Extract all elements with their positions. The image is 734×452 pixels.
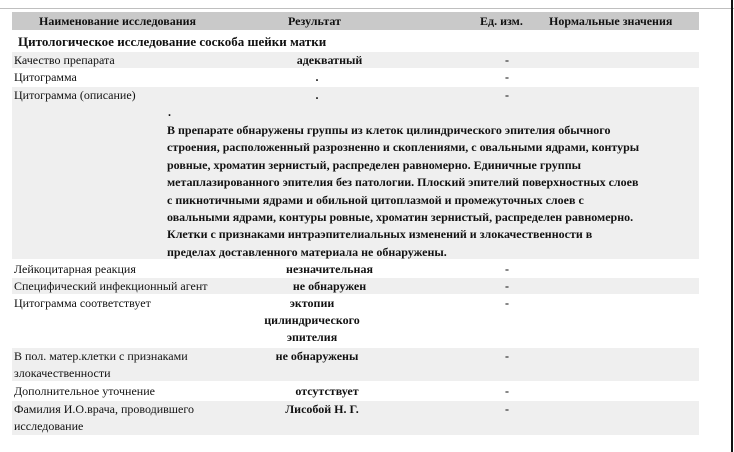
row-unit: - [505, 349, 509, 363]
table-header [12, 12, 699, 30]
section-title: Цитологическое исследование соскоба шейки матки [18, 34, 327, 49]
row-name: Дополнительное уточнение [14, 384, 155, 398]
row-name: Лейкоцитарная реакция [14, 262, 136, 276]
description-line: с пикнотичными ядрами и обильной цитоплазмой и промежуточных слоев с [167, 192, 584, 207]
description-line: овальными ядрами, контуры ровные, хроматин зернистый, распределен равномерно. [167, 210, 634, 225]
table-row [12, 295, 699, 346]
row-name-line: В пол. матер.клетки с признаками [14, 349, 188, 363]
row-result: отсутствует [295, 384, 359, 398]
row-unit: - [505, 296, 509, 310]
row-name-line: Фамилия И.О.врача, проводившего [14, 402, 194, 416]
row-result: не обнаружен [292, 279, 367, 293]
row-name: Цитограмма (описание) [14, 88, 136, 102]
row-name-line: исследование [14, 419, 84, 433]
description-line: В препарате обнаружены группы из клеток цилиндрического эпителия обычного [167, 123, 611, 137]
table-row [12, 261, 699, 277]
description-line: метаплазированного эпителия без патологии. Плоский эпителий поверхностных слоев [167, 175, 639, 190]
row-unit: - [505, 88, 509, 102]
header-result: Результат [288, 14, 342, 28]
row-unit: - [505, 262, 509, 276]
description-line: ровные, хроматин зернистый, распределен равномерно. Единичные группы [167, 157, 581, 172]
row-name: Специфический инфекционный агент [14, 279, 208, 293]
row-name-line: злокачественности [14, 366, 111, 380]
row-result: . [315, 70, 319, 84]
row-result: Лисобой Н. Г. [285, 402, 359, 416]
row-unit: - [505, 279, 509, 293]
row-name: Качество препарата [14, 53, 115, 67]
row-name: Цитограмма соответствует [14, 296, 151, 310]
header-unit: Ед. изм. [480, 14, 523, 28]
row-result-line: эпителия [286, 330, 338, 344]
table-row [12, 348, 699, 381]
table-row [12, 69, 699, 85]
description-dot: . [168, 105, 171, 119]
row-name: Цитограмма [14, 70, 77, 84]
header-normal: Нормальные значения [549, 14, 673, 28]
table-row [12, 278, 699, 294]
row-result-line: эктопии [289, 296, 335, 310]
header-name: Наименование исследования [39, 14, 197, 28]
table-row [12, 401, 699, 435]
description-line: строения, расположенный разрозненно и скоплениями, с овальными ядрами, контуры [167, 140, 640, 155]
row-result-line: цилиндрического [264, 313, 360, 327]
row-result: не обнаружены [275, 349, 359, 363]
row-result: адекватный [296, 53, 363, 67]
table-row [12, 87, 699, 259]
row-unit: - [505, 70, 509, 84]
row-unit: - [505, 53, 509, 67]
row-result: незначительная [286, 262, 373, 276]
row-unit: - [505, 402, 509, 416]
page-right-edge [731, 0, 733, 452]
page-top-border [0, 0, 734, 9]
description-line: Клетки с признаками интраэпителиальных изменений и злокачественности в [167, 227, 593, 242]
description-text [167, 122, 697, 261]
row-unit: - [505, 384, 509, 398]
table-row [12, 52, 699, 68]
description-line: пределах доставленного материала не обнаружены. [167, 244, 447, 259]
row-result: . [315, 88, 319, 102]
table-row [12, 383, 699, 399]
